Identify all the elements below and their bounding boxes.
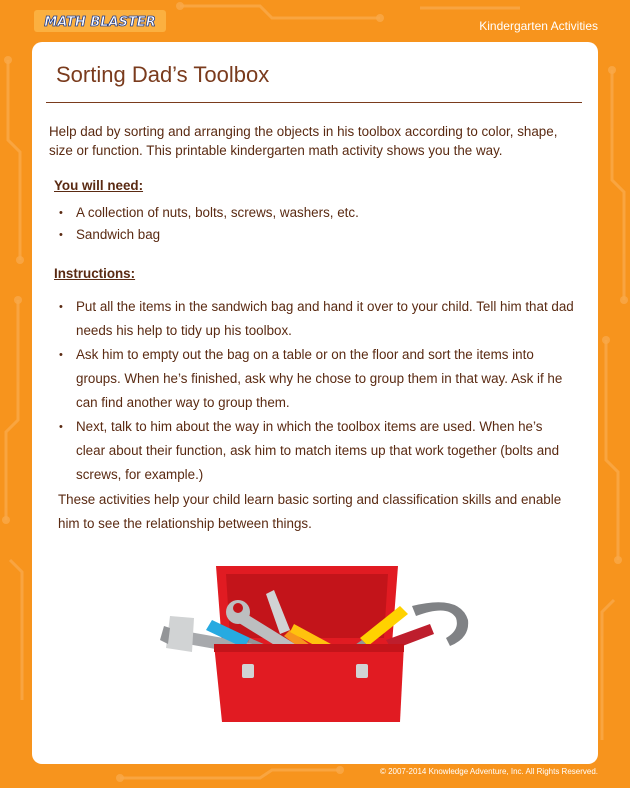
list-item: • Ask him to empty out the bag on a table or on the floor and sort the items into groups. When he’s finished, ask why he chose to group them in that way. Ask if he can find another way to group them. xyxy=(54,343,574,415)
page-title: Sorting Dad’s Toolbox xyxy=(56,62,270,87)
category-label: Kindergarten Activities xyxy=(479,19,598,33)
list-item: • Sandwich bag xyxy=(54,224,574,246)
toolbox-icon xyxy=(130,520,490,730)
instructions-heading: Instructions: xyxy=(54,266,136,281)
intro-paragraph: Help dad by sorting and arranging the objects in his toolbox according to color, shape, size or function. This printable kindergarten math activity shows you the way. xyxy=(49,124,558,158)
instructions-list xyxy=(54,295,574,487)
list-item: • Put all the items in the sandwich bag and hand it over to your child. Tell him that dad needs his help to tidy up his toolbox. xyxy=(54,295,574,343)
math-blaster-logo[interactable] xyxy=(34,10,166,32)
list-item: • A collection of nuts, bolts, screws, washers, etc. xyxy=(54,202,574,224)
logo-text: MATH BLASTER xyxy=(44,15,156,30)
closing-paragraph: These activities help your child learn basic sorting and classification skills and enable him to see the relationship between things. xyxy=(58,492,562,531)
needs-list xyxy=(54,202,574,246)
list-item: • Next, talk to him about the way in which the toolbox items are used. When he’s clear about their function, ask him to match items up that work together (bolts and screws, for example.) xyxy=(54,415,574,487)
copyright-text: © 2007-2014 Knowledge Adventure, Inc. All Rights Reserved. xyxy=(379,767,598,776)
title-divider xyxy=(46,102,582,103)
needs-heading: You will need: xyxy=(54,178,144,193)
